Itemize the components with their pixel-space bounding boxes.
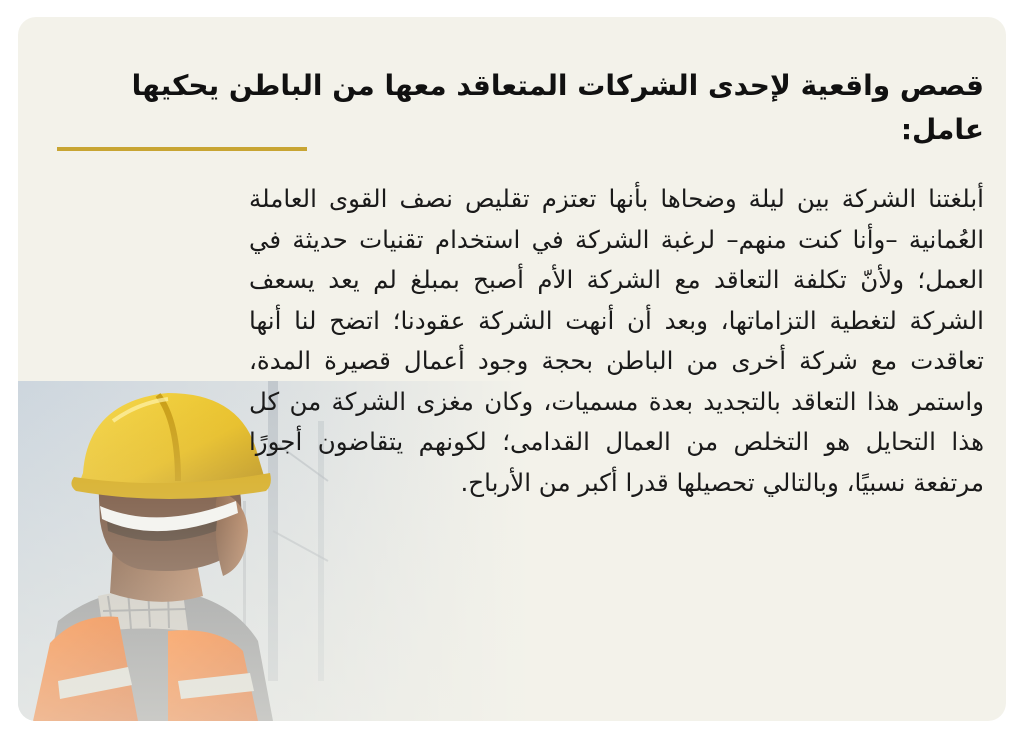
article-card	[18, 17, 1006, 721]
article-body: أبلغتنا الشركة بين ليلة وضحاها بأنها تعتزم تقليص نصف القوى العاملة العُمانية –وأنا كنت منهم– لرغبة الشركة في استخدام تقنيات حديثة في العمل؛ ولأنّ تكلفة التعاقد مع الشركة الأم أصبح بمبلغ لم يعد يسعف الشركة لتغطية التزاماتها، وبعد أن أنهت الشركة عقودنا؛ اتضح لنا أنها تعاقدت مع شركة أخرى من الباطن بحجة وجود أعمال قصيرة المدة، واستمر هذا التعاقد بالتجديد بعدة مسميات، وكان مغزى الشركة من كل هذا التحايل هو التخلص من العمال القدامى؛ لكونهم يتقاضون أجورًا مرتفعة نسبيًا، وبالتالي تحصيلها قدرا أكبر من الأرباح.	[249, 184, 984, 497]
accent-divider	[57, 147, 307, 151]
article-title: قصص واقعية لإحدى الشركات المتعاقد معها من الباطن يحكيها عامل:	[131, 69, 984, 146]
